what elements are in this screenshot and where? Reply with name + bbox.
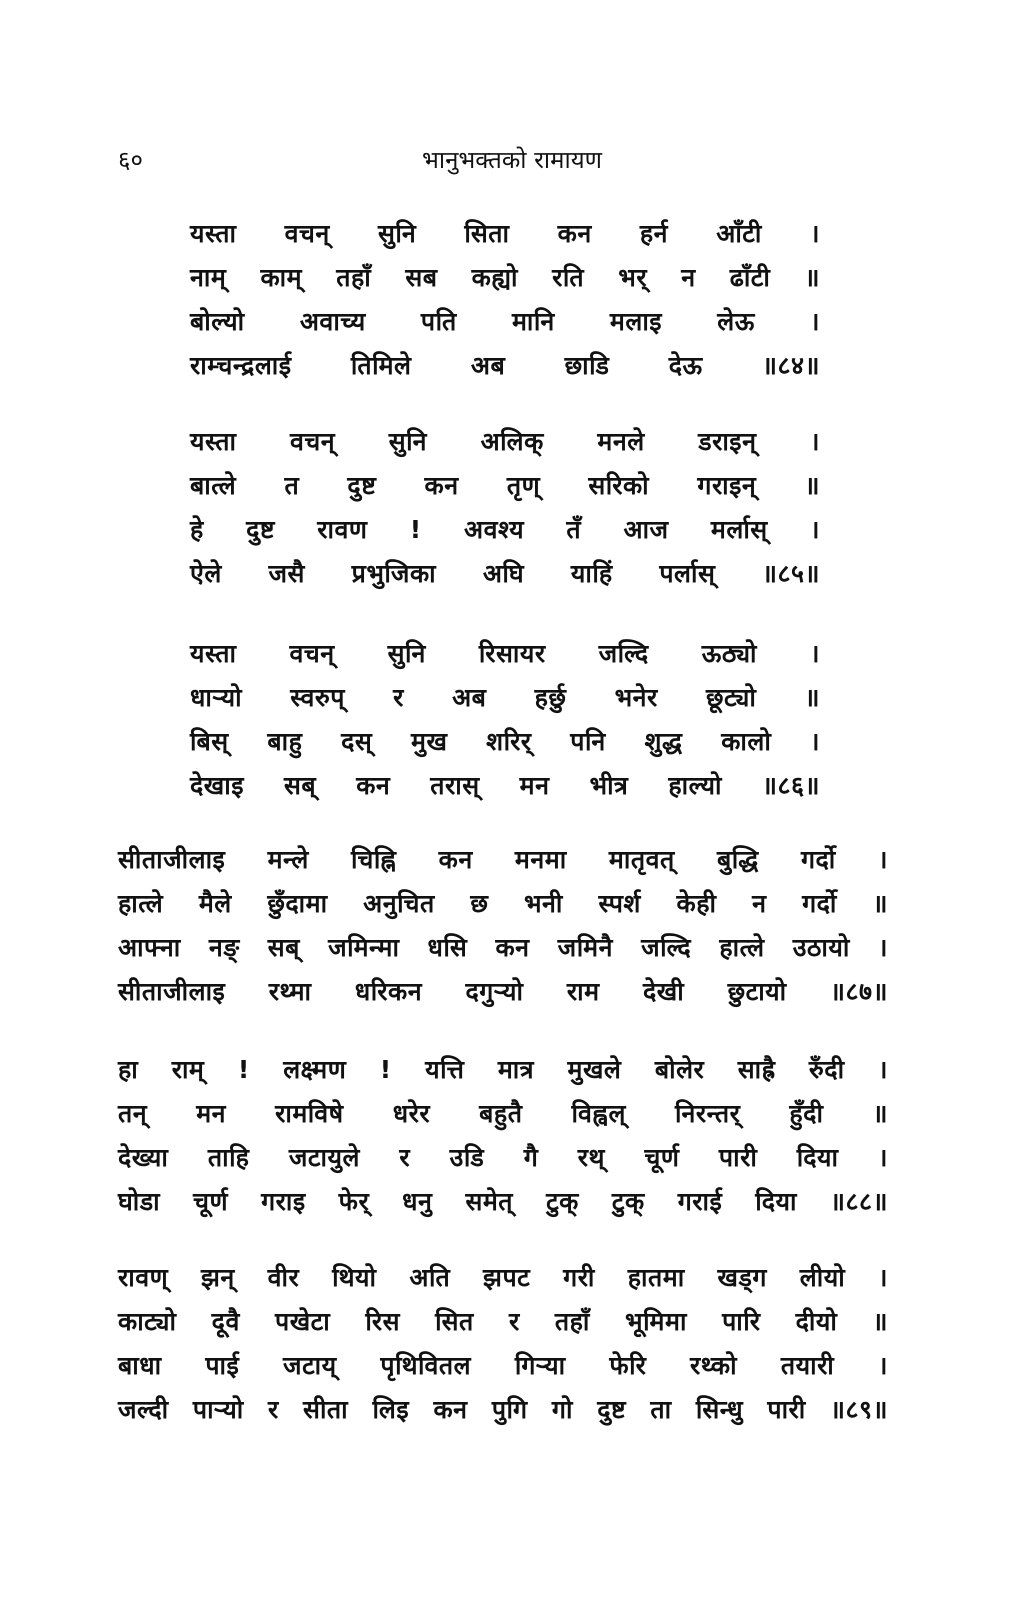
stanza-85 (190, 420, 820, 596)
verse-line: जल्दी पाऱ्यो र सीता लिइ कन पुगि गो दुष्ट ता सिन्धु पारी ॥८९॥ (118, 1395, 888, 1424)
verse-line: ऐले जसै प्रभुजिका अघि याहिं पर्लास् ॥८५॥ (190, 559, 820, 588)
page-header (0, 140, 1024, 180)
verse-line: बात्ले त दुष्ट कन तृण् सरिको गराइन् ॥ (190, 471, 820, 500)
verse-line: हे दुष्ट रावण ! अवश्य तँ आज मर्लास् । (190, 515, 820, 544)
verse-line: काट्यो दूवै पखेटा रिस सित र तहाँ भूमिमा पारि दीयो ॥ (118, 1307, 888, 1336)
verse-line: देख्या ताहि जटायुले र उडि गै रथ् चूर्ण पारी दिया । (118, 1143, 888, 1172)
stanza-88 (118, 1048, 888, 1224)
running-title: भानुभक्तको रामायण (422, 146, 602, 174)
verse-line: घोडा चूर्ण गराइ फेर् धनु समेत् टुक् टुक् गराई दिया ॥८८॥ (118, 1187, 888, 1216)
verse-line: धाऱ्यो स्वरुप् र अब हर्छु भनेर छूट्यो ॥ (190, 683, 820, 712)
stanza-89 (118, 1256, 888, 1432)
verse-line: बोल्यो अवाच्य पति मानि मलाइ लेऊ । (190, 307, 820, 336)
verse-line: सीताजीलाइ मन्ले चिह्नि कन मनमा मातृवत् बुद्धि गर्दो । (118, 845, 888, 874)
verse-line: रावण् झन् वीर थियो अति झपट गरी हातमा खड्ग लीयो । (118, 1263, 888, 1292)
verse-line: यस्ता वचन् सुनि रिसायर जल्दि ऊठ्यो । (190, 639, 820, 668)
verse-line: नाम् काम् तहाँ सब कह्यो रति भर् न ढाँटी ॥ (190, 263, 820, 292)
verse-line: यस्ता वचन् सुनि सिता कन हर्न आँटी । (190, 219, 820, 248)
stanza-87 (118, 838, 888, 1014)
verse-line: राम्चन्द्रलाई तिमिले अब छाडि देऊ ॥८४॥ (190, 351, 820, 380)
verse-line: बाधा पाई जटाय् पृथिवितल गिऱ्या फेरि रथ्को तयारी । (118, 1351, 888, 1380)
verse-line: आफ्ना नङ् सब् जमिन्मा धसि कन जमिनै जल्दि हात्ले उठायो । (118, 933, 888, 962)
stanza-84 (190, 212, 820, 388)
verse-line: सीताजीलाइ रथ्मा धरिकन दगुऱ्यो राम देखी छुटायो ॥८७॥ (118, 977, 888, 1006)
verse-line: तन् मन रामविषे धरेर बहुतै विह्वल् निरन्तर् हुँदी ॥ (118, 1099, 888, 1128)
page-number: ६० (118, 146, 143, 174)
verse-line: यस्ता वचन् सुनि अलिक् मनले डराइन् । (190, 427, 820, 456)
verse-line: हात्ले मैले छुँदामा अनुचित छ भनी स्पर्श केही न गर्दो ॥ (118, 889, 888, 918)
verse-line: देखाइ सब् कन तरास् मन भीत्र हाल्यो ॥८६॥ (190, 771, 820, 800)
verse-line: बिस् बाहु दस् मुख शरिर् पनि शुद्ध कालो । (190, 727, 820, 756)
verse-line: हा राम् ! लक्ष्मण ! यत्ति मात्र मुखले बोलेर साह्रै रुँदी । (118, 1055, 888, 1084)
stanza-86 (190, 632, 820, 808)
